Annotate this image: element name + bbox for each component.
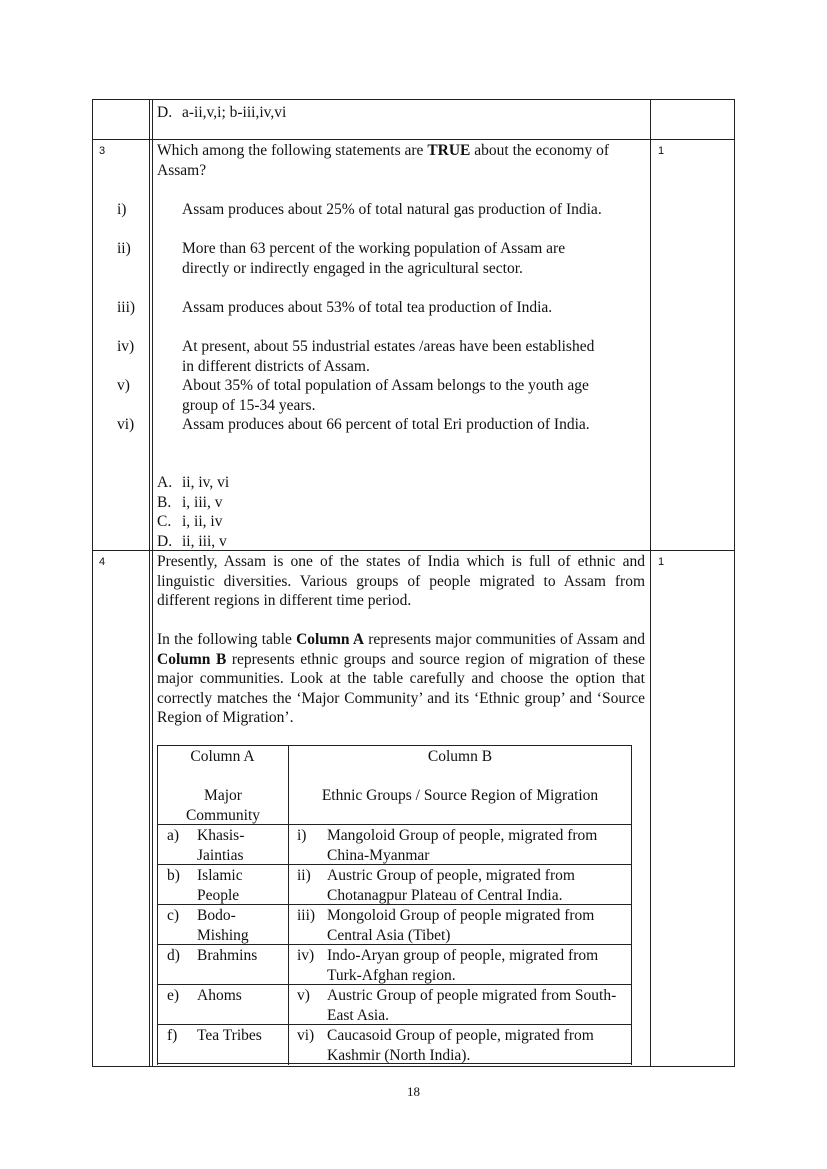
statement-number: ii) [117, 240, 131, 257]
statement-text: Assam produces about 66 percent of total Eri production of India. [182, 416, 590, 433]
q4-para2-text-d: represents ethnic groups and source region of migration of these major communities. Look at the table carefully and choose the option that correctly matches the ‘Major Community’ and its ‘Ethnic group’ and ‘Source Region of Migration’. [157, 650, 645, 727]
table-border-left [92, 99, 93, 1067]
q4-paragraph-1: Presently, Assam is one of the states of India which is full of ethnic and linguistic diversities. Various groups of people migrated to Assam from different regions in different time period. [157, 553, 645, 610]
row-e-community: Ahoms [197, 987, 242, 1004]
q3-stem-text-b: about the economy of Assam? [157, 142, 609, 179]
option-text: i, ii, iv [182, 513, 223, 530]
row-a-label: a) [167, 827, 180, 844]
row-d-ethnic: Indo-Aryan group of people, migrated from Turk-Afghan region. [327, 947, 599, 984]
statement-number: iv) [117, 338, 135, 355]
q3-stem-bold: TRUE [427, 142, 471, 159]
question-table [92, 99, 735, 1067]
row-divider-1 [92, 139, 735, 140]
option-label: D. [157, 533, 173, 550]
question-number-3: 3 [99, 145, 106, 157]
row-a-numeral: i) [297, 827, 307, 844]
col-a-subtitle: Major Community [185, 787, 261, 824]
row-d-label: d) [167, 947, 180, 964]
row-e-ethnic: Austric Group of people migrated from South-East Asia. [327, 987, 617, 1024]
option-text: ii, iv, vi [182, 474, 230, 491]
statement-text: Assam produces about 53% of total tea production of India. [182, 299, 553, 316]
row-c-community: Bodo-Mishing [197, 907, 249, 944]
col-a-title: Column A [190, 748, 255, 765]
q3-option-c [157, 512, 223, 532]
row-f-numeral: vi) [297, 1027, 315, 1044]
q3-statement-1 [117, 200, 602, 220]
q3-stem-text-a: Which among the following statements are [157, 142, 428, 159]
option-label: D. [157, 104, 173, 121]
table-border-bottom [92, 1066, 735, 1067]
option-text: i, iii, v [182, 494, 223, 511]
row-f-label: f) [167, 1027, 178, 1044]
q3-statement-2 [117, 239, 602, 278]
row-a-community: Khasis-Jaintias [197, 827, 245, 864]
prev-option-d [157, 103, 287, 123]
option-label: C. [157, 513, 172, 530]
row-b-label: b) [167, 867, 180, 884]
q3-statement-5 [117, 376, 602, 415]
statement-number: vi) [117, 416, 135, 433]
option-label: A. [157, 474, 173, 491]
q4-paragraph-2 [157, 630, 645, 728]
row-b-ethnic: Austric Group of people, migrated from Chotanagpur Plateau of Central India. [327, 867, 575, 904]
q3-option-b [157, 493, 223, 513]
page-number: 18 [407, 1084, 420, 1099]
statement-text: At present, about 55 industrial estates /areas have been established in different districts of Assam. [182, 338, 595, 375]
row-e-label: e) [167, 987, 180, 1004]
statement-text: Assam produces about 25% of total natural gas production of India. [182, 201, 602, 218]
row-c-ethnic: Mongoloid Group of people migrated from Central Asia (Tibet) [327, 907, 595, 944]
option-text: a-ii,v,i; b-iii,iv,vi [182, 104, 287, 121]
col-b-title: Column B [427, 748, 493, 765]
statement-number: iii) [117, 299, 136, 316]
q3-option-d [157, 532, 227, 552]
q3-stem [157, 141, 617, 180]
row-e-numeral: v) [297, 987, 310, 1004]
q3-statement-3 [117, 298, 602, 318]
q4-para2-text-a: In the following table [157, 631, 297, 648]
row-b-community: Islamic People [197, 867, 243, 904]
table-border-top [92, 99, 735, 100]
mtab-col-divider [288, 745, 289, 1065]
table-divider-3 [650, 99, 651, 1067]
mtab-border-left [157, 745, 158, 1065]
q4-para2-text-c: represents major communities of Assam and [364, 631, 645, 648]
row-f-community: Tea Tribes [197, 1027, 262, 1044]
row-d-community: Brahmins [197, 947, 258, 964]
mtab-border-right [631, 745, 632, 1065]
q4-para2-bold-a: Column A [296, 631, 365, 648]
matching-table [157, 745, 632, 1065]
statement-text: More than 63 percent of the working population of Assam are directly or indirectly engaged in the agricultural sector. [182, 240, 566, 277]
mtab-border-top [157, 745, 632, 746]
question-marks-4: 1 [658, 556, 665, 568]
statement-number: v) [117, 377, 130, 394]
statement-number: i) [117, 201, 127, 218]
table-border-right [734, 99, 735, 1067]
row-c-label: c) [167, 907, 180, 924]
statement-text: About 35% of total population of Assam belongs to the youth age group of 15-34 years. [182, 377, 589, 414]
col-b-subtitle: Ethnic Groups / Source Region of Migration [321, 787, 599, 804]
q3-option-a [157, 473, 230, 493]
row-d-numeral: iv) [297, 947, 315, 964]
row-f-ethnic: Caucasoid Group of people, migrated from Kashmir (North India). [327, 1027, 594, 1064]
row-b-numeral: ii) [297, 867, 311, 884]
q4-para2-bold-b: Column B [157, 650, 227, 668]
q3-statement-6 [117, 415, 602, 435]
option-text: ii, iii, v [182, 533, 227, 550]
question-number-4: 4 [99, 556, 106, 568]
row-a-ethnic: Mangoloid Group of people, migrated from China-Myanmar [327, 827, 598, 864]
option-label: B. [157, 494, 172, 511]
row-c-numeral: iii) [297, 907, 316, 924]
q3-statement-4 [117, 337, 602, 376]
question-marks-3: 1 [658, 145, 665, 157]
